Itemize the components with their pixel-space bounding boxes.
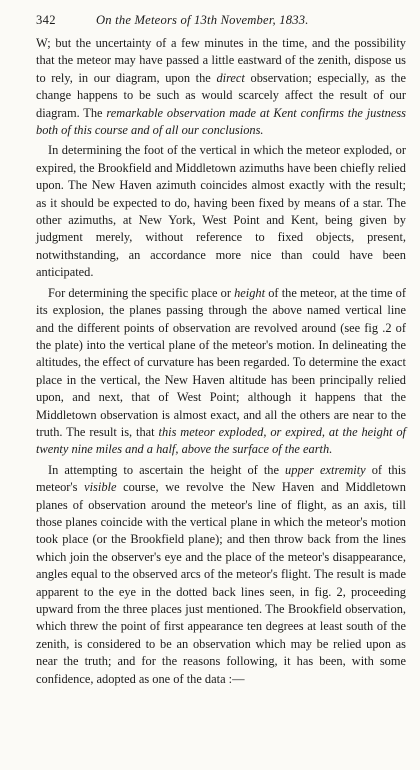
text-run: course, we revolve the New Haven and Middletown planes of observation around the meteor's line of flight, as an axis, till those planes coincide with the vertical plane in which the meteor's motion took place (or the Brookfield plane); and then throw back from the lines which join the observer's eye and the place of the meteor's disappearance, angles equal to the observed arcs of the meteor's flight. The result is made apparent to the eye in the dotted back lines seen, in fig. 2, proceeding upward from the three places just mentioned. The Brookfield observation, which threw the point of first appearance ten degrees at least south of the zenith, is considered to be an observation which may be relied upon as near the truth; and for the reasons following, it has been, with some confidence, adopted as one of the data :— xyxy=(36,480,406,686)
text-run: W; but the uncertainty of a few minutes in the time, and the possibility that the meteor may have passed a little eastward of the zenith, dispose us to rely, in our diagram, upon the xyxy=(36,36,406,85)
body-text xyxy=(36,35,406,688)
text-run: For determining the specific place or xyxy=(48,285,235,300)
paragraph-p2 xyxy=(36,142,406,281)
italic-phrase: visible xyxy=(84,480,117,495)
italic-phrase: height xyxy=(234,285,266,300)
text-run: of the meteor, at the time of its explosion, the planes passing through the above named vertical line and the different points of observation are revolved around (see fig .2 of the plate) into the vertical plane of the meteor's motion. In delineating the altitudes, the effect of curvature has been regarded. To determine the exact place in the vertical, the New Haven altitude has been principally relied upon, and next, that of West Point; although it happens that the Middletown observation is almost exact, and all the others are near to the truth. The result is, that xyxy=(36,285,406,439)
text-run: In attempting to ascertain the height of the xyxy=(48,462,286,477)
paragraph-p1 xyxy=(36,35,406,139)
italic-phrase: remarkable observation made at Kent confirms the justness both of this course and of all our conclusions. xyxy=(36,105,406,138)
running-header xyxy=(36,12,406,28)
paragraph-p4 xyxy=(36,462,406,688)
page-number: 342 xyxy=(36,13,56,27)
paragraph-p3 xyxy=(36,285,406,459)
italic-phrase: this meteor exploded, or expired, at the height of twenty nine miles and a half, above the surface of the earth. xyxy=(36,424,406,457)
running-title: On the Meteors of 13th November, 1833. xyxy=(96,13,309,27)
italic-phrase: direct xyxy=(216,70,245,85)
text-run: In determining the foot of the vertical in which the meteor exploded, or expired, the Brookfield and Middletown azimuths have been chiefly relied upon. The New Haven azimuth coincides almost exactly with the result; as it should be expected to do, having been fixed by means of a star. The other azimuths, at New York, West Point and Kent, being given by judgment merely, without reference to fixed objects, present, notwithstanding, an accordance more nice than could have been anticipated. xyxy=(36,143,406,280)
text-run: observation; especially, as the change happens to be such as would scarcely affect the result of our diagram. The xyxy=(36,70,406,120)
text-run: of this meteor's xyxy=(36,462,407,495)
italic-phrase: upper extremity xyxy=(285,462,366,477)
